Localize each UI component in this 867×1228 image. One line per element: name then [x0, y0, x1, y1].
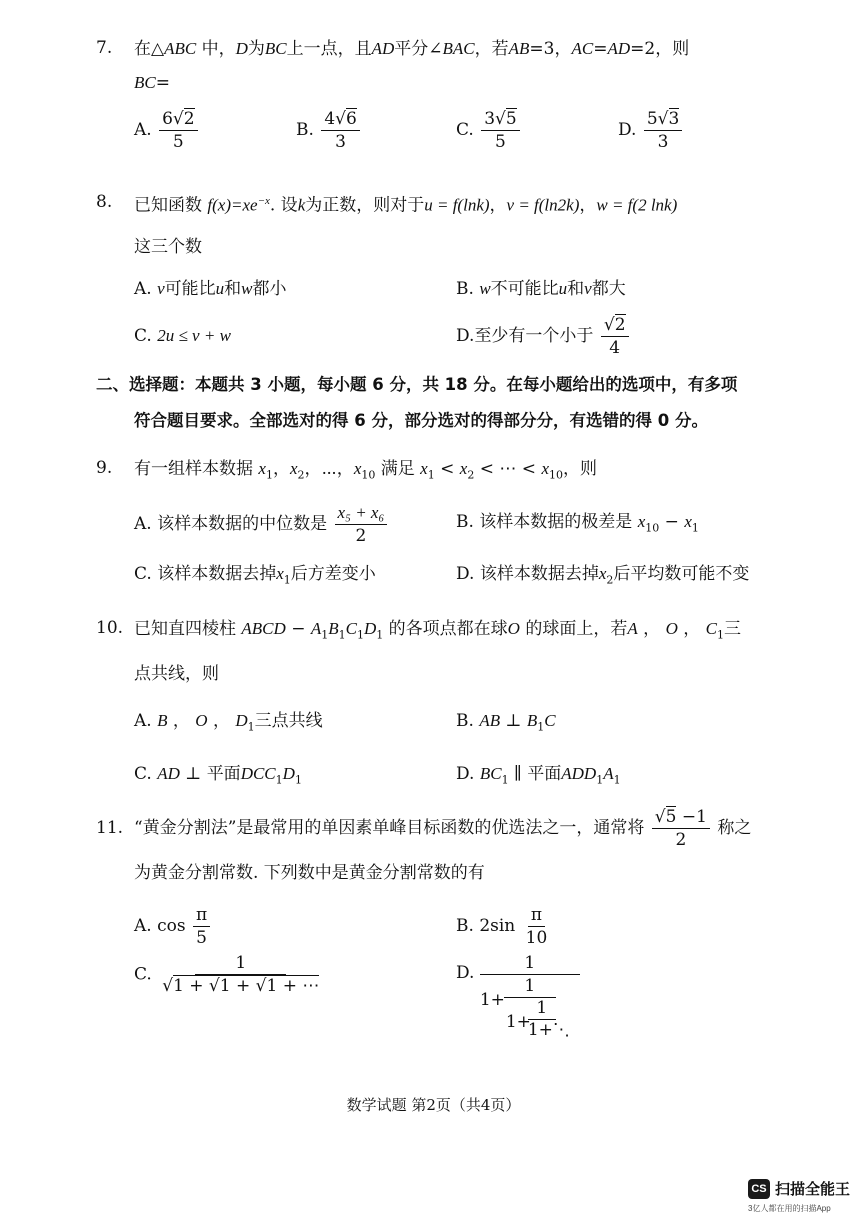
q10-option-d: D. $BC_1$ ∥ 平面$ADD_1A_1$ [456, 764, 621, 787]
q7-option-a: A. $\frac{6√2}{5}$ [134, 108, 200, 153]
q7-stem-line2: BC= [134, 73, 170, 93]
q9-stem: 有一组样本数据 $x_1$，$x_2$，⋯，$x_{10}$ 满足 $x_1 < x_2$ < ⋯ < $x_{10}$，则 [134, 459, 597, 482]
q7-option-b: B. $\frac{4√6}{3}$ [296, 108, 362, 153]
watermark-name: 扫描全能王 [775, 1181, 851, 1198]
q8-option-b: B. w不可能比u和v都大 [456, 279, 626, 299]
q10-number: 10. [96, 618, 124, 638]
q10-stem: 已知直四棱柱 ABCD − $A_1B_1C_1D_1$ 的各项点都在球O 的球面上，若A ， O ， $C_1$三 [134, 619, 741, 642]
q8-stem-line2: 这三个数 [134, 237, 202, 257]
q9-number: 9. [96, 458, 113, 478]
q11-option-b: B. 2sin $\frac{\pi}{10}$ [456, 905, 548, 948]
q9-option-c: C. 该样本数据去掉$x_1$后方差变小 [134, 564, 376, 587]
q11-stem: “黄金分割法”是最常用的单因素单峰目标函数的优选法之一，通常将 $\frac{√5 -1}{2}$ 称之 [134, 807, 752, 850]
q7-stem: 在△ABC 中，D为BC上一点，且AD平分∠BAC，若AB=3，AC=AD=2，则 [134, 39, 690, 59]
q8-number: 8. [96, 192, 113, 212]
q11-option-c: C. $\frac{1}{√1 + √1 + √1 + \cdots}$ [134, 953, 320, 996]
q11-option-a: A. cos $\frac{\pi}{5}$ [134, 904, 212, 949]
q11-number: 11. [96, 818, 124, 838]
q11-option-d: D. 1 1+ 1 1+ 1 1+⋱ [456, 952, 580, 1035]
q8-option-c: C. 2u ≤ v + w [134, 326, 231, 346]
camscanner-watermark [748, 1177, 858, 1221]
q7-option-d: D. $\frac{5√3}{3}$ [618, 108, 684, 153]
section2-line1: 二、选择题：本题共 3 小题，每小题 6 分，共 18 分。在每小题给出的选项中，有多项 [96, 375, 738, 394]
page-footer: 数学试题 第2页（共4页） [346, 1096, 521, 1114]
section2-line2: 符合题目要求。全部选对的得 6 分，部分选对的得部分分，有选错的得 0 分。 [134, 411, 708, 430]
q10-stem-line2: 点共线，则 [134, 664, 219, 684]
q9-option-a: A. 该样本数据的中位数是 $\frac{\text{x₅ + x₆}}{2}$ [134, 502, 389, 547]
q8-stem: 已知函数 $f(x)=xe^{-x}$. 设k为正数，则对于u = f(lnk)，v = f(ln2k)，w = f(2 lnk) [134, 195, 678, 216]
q10-option-b: B. AB ⊥ $B_1C$ [456, 711, 556, 734]
q8-option-d: D.至少有一个小于 $\frac{√2}{4}$ [456, 314, 631, 359]
q9-option-b: B. 该样本数据的极差是 $x_{10} - x_1$ [456, 512, 699, 535]
q9-option-d: D. 该样本数据去掉$x_2$后平均数可能不变 [456, 564, 750, 587]
camscanner-logo-icon: CS [748, 1179, 770, 1199]
q7-number: 7. [96, 38, 113, 58]
q10-option-a: A. B ， O ， $D_1$三点共线 [134, 711, 323, 734]
watermark-subtitle: 3亿人都在用的扫描App [748, 1204, 831, 1213]
q7-option-c: C. $\frac{3√5}{5}$ [456, 108, 522, 153]
q11-stem-line2: 为黄金分割常数. 下列数中是黄金分割常数的有 [134, 863, 485, 883]
q10-option-c: C. AD ⊥ 平面$DCC_1D_1$ [134, 764, 302, 787]
q8-option-a: A. v可能比u和w都小 [134, 279, 287, 299]
